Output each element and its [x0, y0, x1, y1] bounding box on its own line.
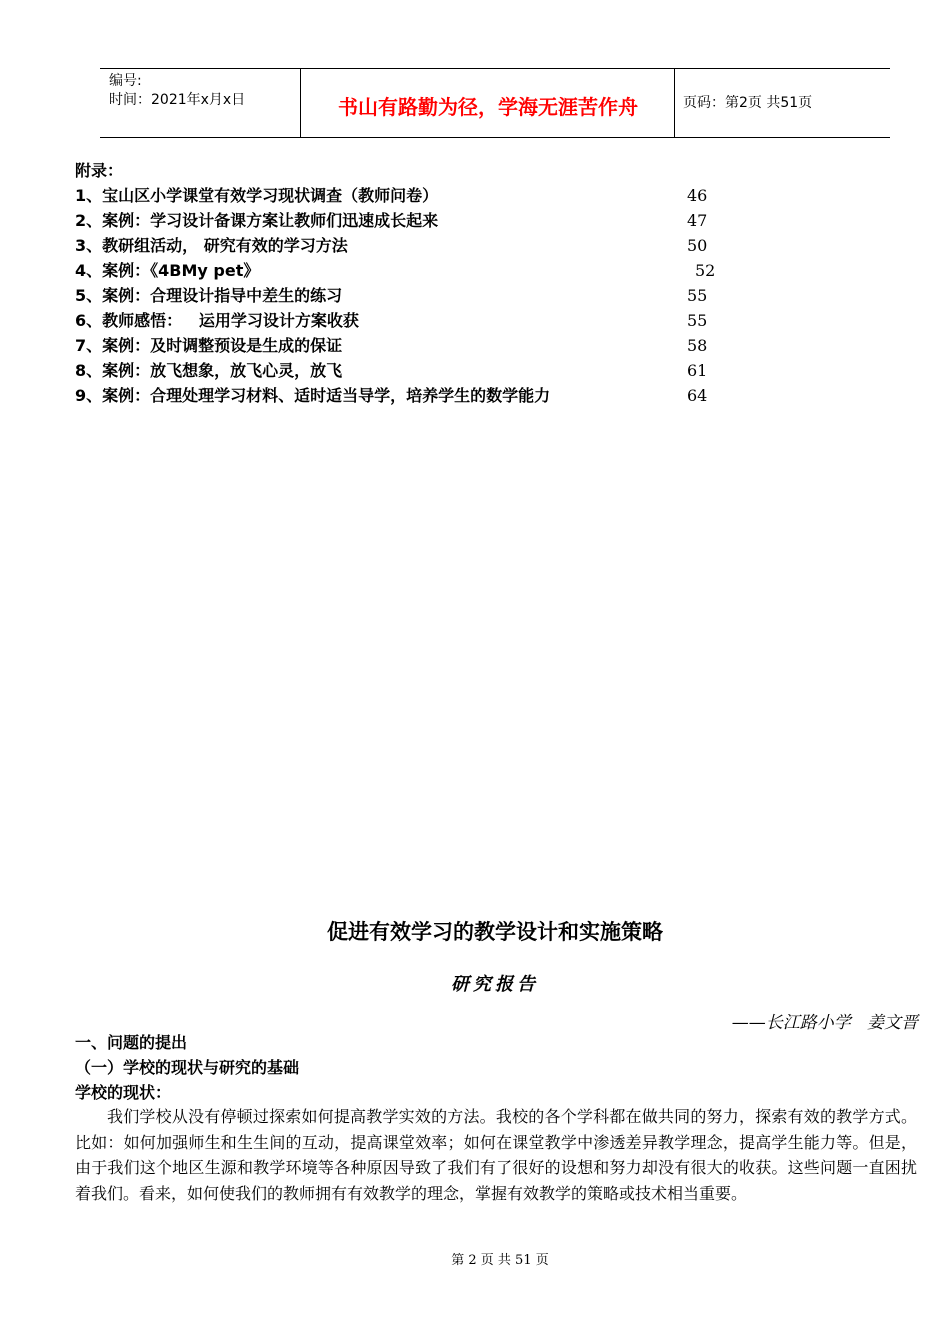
header-right-cell: [675, 69, 890, 137]
appendix-item-label: 6、教师感悟： 运用学习设计方案收获: [75, 311, 359, 330]
appendix-item-label: 7、案例：及时调整预设是生成的保证: [75, 336, 343, 355]
appendix-item: [75, 208, 775, 233]
report-author: ——长江路小学 姜文晋: [731, 1013, 918, 1033]
appendix-item-label: 3、教研组活动， 研究有效的学习方法: [75, 236, 348, 255]
appendix-item: [75, 333, 775, 358]
appendix-item: [75, 358, 775, 383]
appendix-list: [75, 158, 775, 408]
appendix-item-page: 46: [687, 186, 708, 205]
motto: 书山有路勤为径，学海无涯苦作舟: [338, 95, 638, 119]
appendix-item-label: 1、宝山区小学课堂有效学习现状调查（教师问卷）: [75, 186, 439, 205]
serial-label: 编号:: [109, 73, 142, 89]
page-footer: 第 2 页 共 51 页: [451, 1253, 549, 1268]
appendix-item: [75, 308, 775, 333]
header-motto-cell: [301, 69, 675, 137]
appendix-item-page: 52: [695, 261, 716, 280]
appendix-item: [75, 283, 775, 308]
status-heading: 学校的现状：: [75, 1083, 172, 1102]
appendix-item-page: 61: [687, 361, 708, 380]
appendix-item: [75, 383, 775, 408]
appendix-item-page: 64: [687, 386, 708, 405]
appendix-item-page: 50: [687, 236, 708, 255]
section-heading: 一、问题的提出: [75, 1033, 188, 1052]
appendix-item-label: 4、案例：《4BMy pet》: [75, 261, 260, 280]
appendix-item-label: 8、案例：放飞想象，放飞心灵，放飞: [75, 361, 343, 380]
appendix-item-label: 2、案例：学习设计备课方案让教师们迅速成长起来: [75, 211, 439, 230]
report-subtitle: 研究报告: [451, 974, 539, 995]
appendix-item-page: 47: [687, 211, 708, 230]
time-label: 时间：2021年x月x日: [109, 92, 246, 108]
appendix-item-label: 5、案例：合理设计指导中差生的练习: [75, 286, 343, 305]
appendix-item: [75, 258, 775, 283]
header-left-cell: [100, 69, 301, 137]
appendix-item: [75, 233, 775, 258]
report-title: 促进有效学习的教学设计和实施策略: [327, 920, 663, 944]
appendix-item: [75, 183, 775, 208]
appendix-item-label: 9、案例：合理处理学习材料、适时适当导学，培养学生的数学能力: [75, 386, 551, 405]
page-info: 页码：第2页 共51页: [683, 95, 813, 111]
document-header: [100, 68, 890, 138]
appendix-item-page: 55: [687, 286, 708, 305]
subsection-heading: （一）学校的现状与研究的基础: [75, 1058, 300, 1077]
appendix-item-page: 55: [687, 311, 708, 330]
appendix-item-page: 58: [687, 336, 708, 355]
body-paragraph: 我们学校从没有停顿过探索如何提高教学实效的方法。我校的各个学科都在做共同的努力，探索有效的教学方式。比如：如何加强师生和生生间的互动，提高课堂效率；如何在课堂教学中渗透差异教学理念，提高学生能力等。但是，由于我们这个地区生源和教学环境等各种原因导致了我们有了很好的设想和努力却没有很大的收获。这些问题一直困扰着我们。看来，如何使我们的教师拥有有效教学的理念，掌握有效教学的策略或技术相当重要。: [75, 1107, 917, 1203]
appendix-title: 附录：: [75, 161, 124, 180]
